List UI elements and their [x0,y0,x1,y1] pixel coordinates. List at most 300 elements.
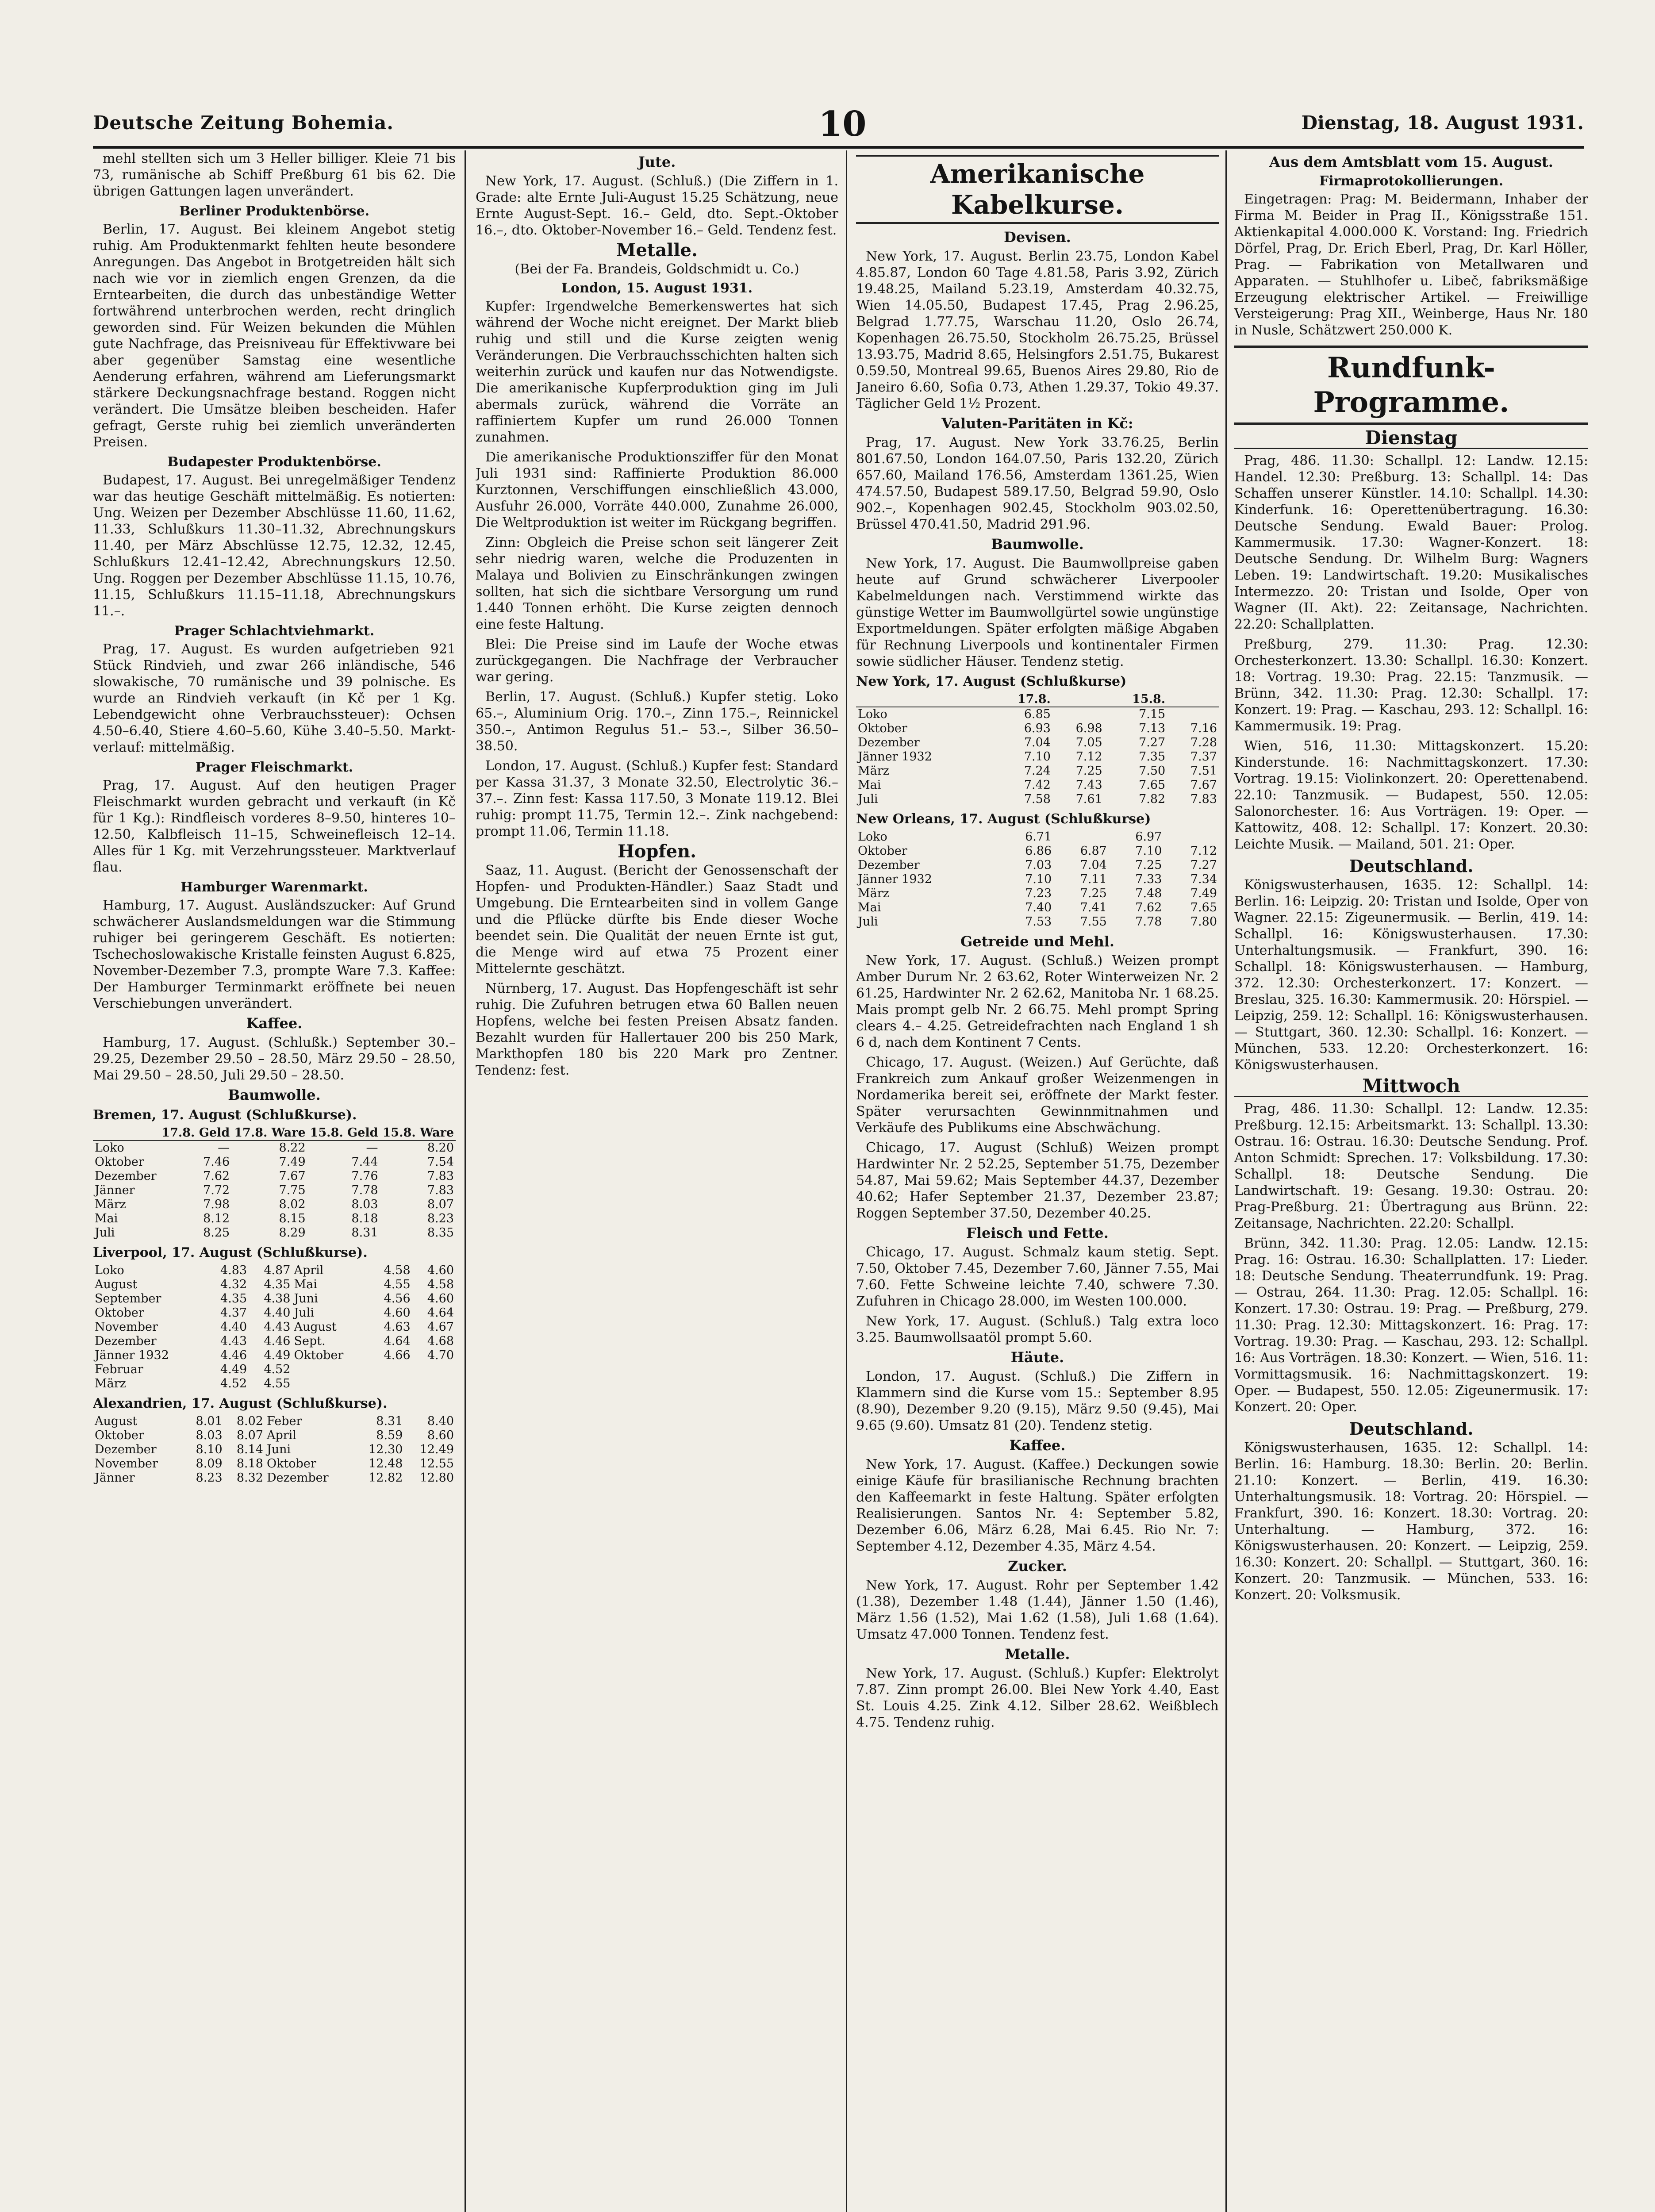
article-text: New York, 17. August. (Schluß.) Talg extra loco 3.25. Baumwollsaatöl prompt 5.60. [856,1313,1219,1345]
table-row [93,1429,456,1443]
cell: 4.40 [220,1320,247,1334]
cell: 7.49 [1190,887,1217,900]
cell: Juli [95,1226,115,1240]
cell: 8.31 [351,1226,378,1240]
cell: Sept. [294,1334,326,1348]
cell: 4.38 [264,1292,291,1306]
cell: 4.55 [384,1278,411,1291]
section-heading: Metalle. [1005,1646,1070,1663]
section-heading: Berliner Produktenbörse. [179,204,370,219]
section-heading: Jute. [638,154,676,170]
column-header: 17.8. Geld [159,1126,231,1141]
cell: Juli [858,915,878,929]
cell: 7.48 [1135,887,1162,900]
cell: 4.35 [264,1278,291,1291]
cell: — [218,1141,230,1155]
article-text: Chicago, 17. August. (Weizen.) Auf Gerüchte, daß Frankreich zum Ankauf großer Weizenmengen in Nordamerika bereit sei, eröffnete der Markt fester. Später verursachten Gewinnmitnahmen und Verkäufe des Publikums eine Abschwächung. [856,1055,1219,1136]
column-header [1052,692,1104,707]
cell: 7.25 [1075,764,1102,778]
column-header [856,692,989,707]
cell: 7.04 [1080,858,1107,872]
column-rule [465,150,466,2212]
cell: Dezember [858,736,920,749]
cell: 7.53 [1025,915,1052,929]
cell: 4.70 [427,1348,454,1362]
cell: 7.05 [1075,736,1102,749]
cell: März [858,887,889,900]
table-row [93,1292,456,1306]
cell: 7.24 [1024,764,1051,778]
cell: Oktober [95,1155,144,1169]
cell: 4.40 [264,1306,291,1320]
cell: 7.10 [1025,872,1052,886]
table-row [856,764,1219,778]
article-text: New York, 17. August. (Schluß.) (Die Ziffern in 1. Grade: alte Ernte Juli-August 15.25 Schätzung, neue Ernte August-Sept. 16.– Geld, dto. Sept.-Oktober 16.–, dto. Oktober-November 16.– Geld. Tendenz fest. [476,173,838,238]
cell: 8.03 [196,1429,223,1442]
cell: 4.60 [427,1263,454,1277]
cell: 4.67 [427,1320,454,1334]
table-row [93,1226,456,1240]
article-text: Die amerikanische Produktionsziffer für den Monat Juli 1931 sind: Raffinierte Produktion 86.000 Kurztonnen, Verschiffungen einschließlich 43.000, Ausfuhr 26.000, Vorräte 440.000, Zunahme 26.000, Die Weltproduktion ist weiter im Rückgang begriffen. [476,449,838,530]
cell: 8.18 [236,1457,263,1471]
column-4 [1234,150,1588,2212]
cell: April [266,1429,296,1442]
cell: 7.27 [1190,858,1217,872]
cell: 7.62 [1135,901,1162,914]
cell: 4.66 [384,1348,411,1362]
table-row [93,1414,456,1429]
cell: 4.83 [220,1263,247,1277]
article-text: Prag, 17. August. Auf den heutigen Prager Fleischmarkt wurden gebracht und verkauft (in Kč für 1 Kg.): Rindfleisch vorderes 8–9.50, hinteres 10–12.50, Kalbfleisch 11–15, Schweinefleisch 12–14. Alles für 1 Kg. mit Verzehrungssteuer. Marktverlauf flau. [93,778,456,875]
table-row [93,1155,456,1169]
cell: 7.03 [1025,858,1052,872]
cell: 7.61 [1075,792,1102,806]
cell: 4.35 [220,1292,247,1306]
cell: 7.04 [1024,736,1051,749]
table-row [856,792,1219,806]
section-heading: Metalle. [616,240,698,261]
cell [1163,830,1219,844]
cell: Oktober [95,1429,144,1442]
cell: 12.82 [369,1471,403,1485]
cell: 8.31 [376,1414,403,1428]
section-heading: Zucker. [1008,1558,1067,1575]
cell: Oktober [266,1457,316,1471]
cell: Jänner 1932 [95,1348,169,1362]
column-2 [476,150,838,2212]
cell: 7.42 [1024,778,1051,792]
cell: 4.49 [220,1363,247,1376]
article-text: Preßburg, 279. 11.30: Prag. 12.30: Orchesterkonzert. 13.30: Schallpl. 16.30: Konzert. 18: Vortrag. 19.30: Prag. 22.15: Tanzmusik. — Brünn, 342. 11.30: Prag. 12.30: Schallpl. 17: Konzert. 19: Prag. — Kaschau, 293. 12: Schallpl. 16: Kammermusik. 19: Prag. [1234,637,1588,734]
cell: Juni [266,1443,291,1456]
cell: 7.51 [1190,764,1217,778]
article-text: New York, 17. August. (Schluß.) Kupfer: Elektrolyt 7.87. Zinn prompt 26.00. Blei New York 4.40, East St. Louis 4.25. Zink 4.12. Silber 28.62. Weißblech 4.75. Tendenz ruhig. [856,1666,1219,1730]
cell: 8.02 [279,1198,306,1211]
table-title: New Orleans, 17. August (Schlußkurse) [856,811,1151,827]
cell: Jänner 1932 [858,872,932,886]
cell [1053,830,1109,844]
cell: 12.49 [419,1443,454,1456]
cell: 7.28 [1190,736,1217,749]
cell: August [294,1320,337,1334]
article-text: Nürnberg, 17. August. Das Hopfengeschäft ist sehr ruhig. Die Zufuhren betrugen etwa 60 Ballen neuen Hopfens, welche bei festen Preisen Absatz fanden. Bezahlt wurden für Hallertauer 200 bis 250 Mark, Markthopfen 180 bis 220 Mark pro Zentner. Tendenz: fest. [476,981,838,1078]
cell: 8.12 [203,1212,230,1225]
bremen-cotton-table [93,1126,456,1240]
table-row [856,722,1219,736]
article-text: Brünn, 342. 11.30: Prag. 12.05: Landw. 12.15: Prag. 16: Ostrau. 16.30: Schallplatten. 17: Lieder. 18: Deutsche Sendung. Theaterrundfunk. 19: Prag. — Ostrau, 264. 11.30: Prag. 12.05: Schallpl. 16: Konzert. 17.30: Ostrau. 19: Prag. — Preßburg, 279. 11.30: Prag. 12.30: Mittagskonzert. 16: Prag. 17: Vortrag. 19.30: Prag. — Kaschau, 293. 12: Schallpl. 16: Aus Vorträgen. 18.30: Konzert. — Wien, 516. 11: Vormittagsmusik. 16: Nachmittagskonzert. 19: Oper. — Budapest, 550. 12.05: Zigeunermusik. 17: Konzert. 20: Oper. [1234,1236,1588,1415]
cell [1052,707,1104,722]
column-header [1167,692,1219,707]
cell: März [858,764,889,778]
cell: 7.67 [1190,778,1217,792]
cell: 7.33 [1135,872,1162,886]
article-text: Prag, 486. 11.30: Schallpl. 12: Landw. 12.35: Preßburg. 12.15: Arbeitsmarkt. 13: Schallpl. 13.30: Ostrau. 16: Ostrau. 16.30: Deutsche Sendung. Prof. Anton Schmidt: Sprechen. 17: Volksbildung. 17.30: Schallpl. 18: Deutsche Sendung. Die Landwirtschaft. 19: Gesang. 19.30: Ostrau. 20: Prag-Preßburg. 21: Übertragung aus Brünn. 22: Zeitansage, Nachrichten. 22.20: Schallpl. [1234,1101,1588,1231]
cell: 7.43 [1075,778,1102,792]
cell [369,1363,412,1377]
section-heading: Hopfen. [617,841,697,862]
cell: 7.11 [1080,872,1107,886]
article-text: New York, 17. August. (Schluß.) Weizen prompt Amber Durum Nr. 2 63.62, Roter Winterweizen Nr. 2 61.25, Hardwinter Nr. 2 62.62, Manitoba Nr. 1 68.25. Mais prompt gelb Nr. 2 66.75. Mehl prompt Spring clears 4.– 4.25. Getreidefrachten nach England 1 sh 6 d, nach dem Kontinent 7 Cents. [856,953,1219,1050]
cell: 7.37 [1190,750,1217,764]
cell: April [294,1263,324,1277]
cell: Dezember [95,1169,157,1183]
cell: 8.07 [236,1429,263,1442]
article-text: Berlin, 17. August. (Schluß.) Kupfer stetig. Loko 65.–, Aluminium Orig. 170.–, Zinn 175.–, Reinnickel 350.–, Antimon Regulus 51.– 53.–, Silber 36.50–38.50. [476,689,838,754]
cell: 4.55 [264,1377,291,1390]
cell: 8.60 [427,1429,454,1442]
cell: 6.93 [1024,722,1051,735]
cell: 7.54 [427,1155,454,1169]
cell: September [95,1292,161,1306]
cell: Oktober [95,1306,144,1320]
cell: 8.15 [279,1212,306,1225]
cell: 7.35 [1139,750,1166,764]
table-row [856,750,1219,764]
article-text: Königswusterhausen, 1635. 12: Schallpl. 14: Berlin. 16: Hamburg. 18.30: Berlin. 20: Berlin. 21.10: Konzert. — Berlin, 419. 16.30: Unterhaltungsmusik. 18: Vortrag. 20: Hörspiel. — Frankfurt, 390. 16: Konzert. 18.30: Vortrag. 20: Unterhaltung. — Hamburg, 372. 16: Königswusterhausen. 20: Konzert. — Leipzig, 259. 16.30: Konzert. 20: Schallpl. — Stuttgart, 360. 16: Konzert. 20: Tanzmusik. — München, 533. 16: Konzert. 20: Volksmusik. [1234,1440,1588,1603]
cell: Dezember [95,1443,157,1456]
table-row [93,1363,456,1377]
cell: 8.23 [427,1212,454,1225]
page-number: 10 [818,104,867,144]
cell: 8.40 [427,1414,454,1428]
cell: 8.59 [376,1429,403,1442]
cell: 4.68 [427,1334,454,1348]
cell: Loko [95,1263,124,1277]
cell: 7.82 [1139,792,1166,806]
day-heading: Mittwoch [1234,1078,1588,1097]
cell: 8.22 [279,1141,306,1155]
section-heading: Valuten-Paritäten in Kč: [941,415,1133,432]
cell: 12.30 [369,1443,403,1456]
article-text: New York, 17. August. Rohr per September 1.42 (1.38), Dezember 1.48 (1.44), Jänner 1.50 (1.46), März 1.56 (1.52), Mai 1.62 (1.58), Juli 1.68 (1.64). Umsatz 47.000 Tonnen. Tendenz fest. [856,1578,1219,1642]
cell: 8.01 [196,1414,223,1428]
cell: 8.10 [196,1443,223,1456]
cell: 7.25 [1135,858,1162,872]
cell: 4.64 [384,1334,411,1348]
table-row [93,1169,456,1183]
cell: 4.58 [427,1278,454,1291]
cell: 6.71 [1025,830,1052,844]
column-3 [856,150,1219,2212]
cell: Jänner [95,1471,135,1485]
section-heading: Devisen. [1004,229,1071,246]
article-text: Prag, 17. August. New York 33.76.25, Berlin 801.67.50, London 164.07.50, Paris 132.20, Zürich 657.60, Mailand 176.56, Amsterdam 1361.25, Wien 474.57.50, Budapest 589.17.50, Belgrad 59.90, Oslo 902.–, Kopenhagen 902.45, Stockholm 903.02.50, Brüssel 470.41.50, Madrid 291.96. [856,435,1219,532]
article-text: Kupfer: Irgendwelche Bemerkenswertes hat sich während der Woche nicht ereignet. Der Markt blieb ruhig und still und die Kurse zeigten wenig Veränderungen. Die Verbrauchsschichten halten sich weiterhin zurück und kaufen nur das Notwendigste. Die amerikanische Kupferproduktion ging im Juli abermals zurück, während die Vorräte an raffiniertem Kupfer um rund 26.000 Tonnen zunahmen. [476,299,838,445]
cell: 6.85 [1024,707,1051,721]
table-row [93,1263,456,1278]
section-heading: Baumwolle. [991,536,1084,553]
column-header [93,1126,159,1141]
cell: Juli [294,1306,314,1320]
table-row [93,1471,456,1485]
cell: 7.80 [1190,915,1217,929]
cell: 7.76 [351,1169,378,1183]
cell: August [95,1414,138,1428]
column-rule [846,150,847,2212]
section-banner: Amerikanische Kabelkurse. [856,155,1219,224]
cell: März [95,1377,126,1390]
column-header: 15.8. Geld [307,1126,380,1141]
cell: 7.50 [1139,764,1166,778]
cell: 4.49 [264,1348,291,1362]
table-row [856,915,1219,929]
cell: Jänner [95,1183,135,1197]
section-heading: Baumwolle. [228,1087,321,1103]
cell: 4.87 [264,1263,291,1277]
cell: 8.03 [351,1198,378,1211]
cell: Juli [858,792,878,806]
table-row [93,1278,456,1292]
cell: 7.83 [427,1169,454,1183]
table-row [93,1320,456,1334]
table-title: New York, 17. August (Schlußkurse) [856,674,1127,689]
table-row [856,872,1219,887]
cell: 8.23 [196,1471,223,1485]
table-row [93,1377,456,1391]
section-heading: Aus dem Amtsblatt vom 15. August. [1269,154,1553,170]
cell: 8.14 [236,1443,263,1456]
cell: 4.43 [220,1334,247,1348]
cell: Jänner 1932 [858,750,932,764]
cell: Mai [858,778,881,792]
table-row [93,1334,456,1348]
cell: 12.80 [419,1471,454,1485]
cell: 6.87 [1080,844,1107,858]
cell: 7.46 [203,1155,230,1169]
cell: 4.32 [220,1278,247,1291]
cell: 7.10 [1135,844,1162,858]
table-row [856,707,1219,722]
section-heading: Prager Fleischmarkt. [195,760,353,775]
section-heading: Häute. [1010,1349,1064,1366]
column-rule [1225,150,1227,2212]
cell: 4.46 [264,1334,291,1348]
cell: Loko [95,1141,124,1155]
new-orleans-cotton-table [856,830,1219,929]
cell: 7.44 [351,1155,378,1169]
article-text: mehl stellten sich um 3 Heller billiger. Kleie 71 bis 73, rumänische ab Schiff Preßburg 61 bis 62. Die übrigen Gattungen lagen unverändert. [93,151,456,199]
cell: 7.65 [1139,778,1166,792]
cell: 8.07 [427,1198,454,1211]
cell: 7.15 [1139,707,1166,721]
cell: 4.60 [384,1306,411,1320]
cell: 8.02 [236,1414,263,1428]
section-banner: Rundfunk-Programme. [1234,346,1588,425]
cell: 7.12 [1075,750,1102,764]
cell: Oktober [858,722,907,735]
paper-name: Deutsche Zeitung Bohemia. [93,112,394,134]
section-heading: Kaffee. [246,1015,303,1032]
section-heading: Fleisch und Fette. [966,1225,1109,1241]
cell: 7.27 [1139,736,1166,749]
cell: März [95,1198,126,1211]
cell: Loko [858,830,887,844]
cell: Dezember [266,1471,329,1485]
byline: (Bei der Fa. Brandeis, Goldschmidt u. Co.) [515,261,799,277]
cell: 7.65 [1190,901,1217,914]
cell: 7.72 [203,1183,230,1197]
column-1 [93,150,456,2212]
cell: 8.29 [279,1226,306,1240]
cell: 7.67 [279,1169,306,1183]
table-row [93,1443,456,1457]
alexandria-cotton-table [93,1414,456,1485]
article-text: Königswusterhausen, 1635. 12: Schallpl. 14: Berlin. 16: Leipzig. 20: Tristan und Isolde, Oper von Wagner. 22.15: Zigeunermusik. — Berlin, 419. 14: Schallpl. 16: Königswusterhausen. 17.30: Unterhaltungsmusik. — Frankfurt, 390. 16: Schallpl. 18: Königswusterhausen. — Hamburg, 372. 12.30: Orchesterkonzert. 17: Konzert. — Breslau, 325. 16.30: Kammermusik. 20: Hörspiel. — Leipzig, 259. 12: Schallpl. 16: Königswusterhausen. — Stuttgart, 360. 12.30: Schallpl. 16: Konzert. — München, 533. 12.20: Orchesterkonzert. 16: Königswusterhausen. [1234,877,1588,1073]
cell: 7.12 [1190,844,1217,858]
article-text: London, 17. August. (Schluß.) Die Ziffern in Klammern sind die Kurse vom 15.: September 8.95 (8.90), Dezember 9.20 (9.15), März 9.50 (9.45), Mai 9.65 (9.60). Umsatz 81 (20). Tendenz stetig. [856,1369,1219,1433]
article-text: Eingetragen: Prag: M. Beidermann, Inhaber der Firma M. Beider in Prag II., Königsstraße 151. Aktienkapital 4.000.000 K. Vorstand: Ing. Friedrich Dörfel, Prag, Dr. Erich Eberl, Prag, Dr. Karl Höller, Prag. — Fabrikation von Metallwaren und Apparaten. — Stuhlhofer u. Libeč, fabriksmäßige Erzeugung elektrischer Artikel. — Freiwillige Versteigerung: Prag XII., Weinberge, Haus Nr. 180 in Nusle, Schätzwert 250.000 K. [1234,192,1588,338]
cell: Juni [294,1292,318,1306]
cell: 7.98 [203,1198,230,1211]
cell: 4.52 [264,1363,291,1376]
table-row [93,1198,456,1212]
cell: 4.58 [384,1263,411,1277]
table-row [856,778,1219,792]
article-text: Prag, 17. August. Es wurden aufgetrieben 921 Stück Rindvieh, und zwar 266 inländische, 546 slowakische, 70 rumänische und 39 polnische. Es wurde an Rindvieh verkauft (in Kč per 1 Kg. Lebendgewicht ohne Verbrauchssteuer): Ochsen 4.50–6.40, Stiere 4.60–5.60, Kühe 3.40–5.50. Marktverlauf: mittelmäßig. [93,641,456,755]
article-text: Chicago, 17. August. Schmalz kaum stetig. Sept. 7.50, Oktober 7.45, Dezember 7.60, Jänner 7.55, Mai 7.60. Fette Schweine leichte 7.40, schwere 7.30. Zufuhren in Chicago 28.000, im Westen 100.000. [856,1244,1219,1309]
cell: 7.16 [1190,722,1217,735]
cell: November [95,1320,158,1334]
cell: 7.41 [1080,901,1107,914]
article-text: Prag, 486. 11.30: Schallpl. 12: Landw. 12.15: Handel. 12.30: Preßburg. 13: Schallpl. 14: Das Schaffen unserer Künstler. 14.10: Schallpl. 14.30: Kinderfunk. 16: Operettenübertragung. 16.30: Deutsche Sendung. Ewald Bauer: Prolog. Kammermusik. 17.30: Wagner-Konzert. 18: Deutsche Sendung. Dr. Wilhelm Burg: Wagners Leben. 19: Landwirtschaft. 19.20: Musikalisches Intermezzo. 20: Tristan und Isolde, Oper von Wagner (II. Akt). 22: Zeitansage, Nachrichten. 22.20: Schallplatten. [1234,453,1588,632]
cell: 4.37 [220,1306,247,1320]
article-text: Wien, 516, 11.30: Mittagskonzert. 15.20: Kinderstunde. 16: Nachmittagskonzert. 17.30: Vortrag. 19.15: Violinkonzert. 20: Operettenabend. 22.10: Tanzmusik. — Budapest, 550. 12.05: Salonorchester. 16: Aus Vorträgen. 19: Oper. — Kattowitz, 408. 12: Schallpl. 17: Konzert. 20.30: Leichte Musik. — Mailand, 501. 21: Oper. [1234,738,1588,852]
table-title: Alexandrien, 17. August (Schlußkurse). [93,1396,388,1411]
issue-date: Dienstag, 18. August 1931. [1301,112,1584,134]
cell: 12.48 [369,1457,403,1471]
cell: 7.83 [427,1183,454,1197]
article-text: Blei: Die Preise sind im Laufe der Woche etwas zurückgegangen. Die Nachfrage der Verbraucher war gering. [476,637,838,685]
day-heading: Dienstag [1234,430,1588,449]
dateline: London, 15. August 1931. [561,280,753,296]
cell: August [95,1278,138,1291]
section-heading: Hamburger Warenmarkt. [180,879,368,895]
cell: 7.78 [351,1183,378,1197]
cell: 7.62 [203,1169,230,1183]
cell: 4.63 [384,1320,411,1334]
cell: Mai [294,1278,317,1291]
cell: 7.83 [1190,792,1217,806]
cell: 6.86 [1025,844,1052,858]
table-row [93,1306,456,1320]
page-header [93,104,1584,149]
section-subheading: Firmaprotokollierungen. [1319,173,1504,189]
column-header: 17.8. [989,692,1052,707]
cell: 7.10 [1024,750,1051,764]
cell: Loko [858,707,887,721]
cell: 12.55 [419,1457,454,1471]
cell: Dezember [858,858,920,872]
liverpool-cotton-table [93,1263,456,1391]
table-row [93,1457,456,1471]
cell: 8.35 [427,1226,454,1240]
cell: 4.43 [264,1320,291,1334]
cell: Feber [266,1414,302,1428]
cell: 7.23 [1025,887,1052,900]
article-text: New York, 17. August. Berlin 23.75, London Kabel 4.85.87, London 60 Tage 4.81.58, Paris 3.92, Zürich 19.48.25, Mailand 5.23.19, Amsterdam 40.32.75, Wien 14.05.50, Budapest 17.45, Prag 2.96.25, Belgrad 1.77.75, Warschau 11.20, Oslo 26.74, Kopenhagen 26.75.50, Stockholm 26.75.25, Brüssel 13.93.75, Madrid 8.65, Helsingfors 2.51.75, Bukarest 0.59.50, Montreal 99.65, Buenos Aires 29.80, Rio de Janeiro 6.60, Sofia 0.73, Athen 1.29.37, Tokio 49.37. Täglicher Geld 1½ Prozent. [856,249,1219,411]
cell: — [366,1141,378,1155]
table-row [856,844,1219,858]
article-text: Chicago, 17. August (Schluß) Weizen prompt Hardwinter Nr. 2 52.25, September 51.75, Dezember 54.87, Mai 59.62; Mais September 44.37, Dezember 40.62; Hafer September 21.37, Dezember 23.87; Roggen September 37.50, Dezember 40.25. [856,1140,1219,1221]
cell: Februar [95,1363,143,1376]
article-text: Budapest, 17. August. Bei unregelmäßiger Tendenz war das heutige Geschäft mittelmäßig. Es notierten: Ung. Weizen per Dezember Abschlüsse 11.60, 11.62, 11.33, Schlußkurs 11.30–11.32, Abrechnungskurs 11.40, per März Abschlüsse 12.75, 12.32, 12.45, Schlußkurs 12.41–12.42, Abrechnungskurs 12.50. Ung. Roggen per Dezember Abschlüsse 11.15, 10.76, 11.15, Schlußkurs 11.15–11.18, Abrechnungskurs 11.–. [93,472,456,619]
article-text: Zinn: Obgleich die Preise schon seit längerer Zeit sehr niedrig waren, welche die Produzenten in Malaya und Bolivien zu Einschränkungen zwingen sollten, hat sich die sichtbare Versorgung um rund 1.440 Tonnen erhöht. Die Kurse zeigten dennoch eine feste Haltung. [476,535,838,632]
column-header: 15.8. [1104,692,1167,707]
cell: Mai [858,901,881,914]
cell: 7.55 [1080,915,1107,929]
cell: November [95,1457,158,1471]
table-row [856,901,1219,915]
cell: Dezember [95,1334,157,1348]
new-york-cotton-table [856,692,1219,806]
cell: 4.56 [384,1292,411,1306]
cell: 7.13 [1139,722,1166,735]
cell [412,1363,456,1377]
cell [412,1377,456,1391]
cell [292,1377,369,1391]
section-heading: Kaffee. [1009,1437,1066,1454]
table-header-row [93,1126,456,1141]
table-title: Bremen, 17. August (Schlußkurse). [93,1107,357,1123]
cell: 8.20 [427,1141,454,1155]
cell: 7.34 [1190,872,1217,886]
cell: Oktober [858,844,907,858]
cell: 6.98 [1075,722,1102,735]
table-header-row [856,692,1219,707]
cell: 8.09 [196,1457,223,1471]
section-heading: Prager Schlachtviehmarkt. [174,623,375,639]
section-heading: Budapester Produktenbörse. [167,454,381,470]
cell: 7.40 [1025,901,1052,914]
cell: Mai [95,1212,118,1225]
cell [369,1377,412,1391]
column-header: 15.8. Ware [380,1126,456,1141]
article-text: Saaz, 11. August. (Bericht der Genossenschaft der Hopfen- und Produkten-Händler.) Saaz Stadt und Umgebung. Die Erntearbeiten sind in vollem Gange und die Pflücke dürfte bis Ende dieser Woche beendet sein. Die Qualität der neuen Ernte ist gut, die Menge wird auf etwa 75 Prozent einer Mittelernte geschätzt. [476,863,838,976]
cell: 4.60 [427,1292,454,1306]
table-row [856,887,1219,901]
column-header: 17.8. Ware [231,1126,307,1141]
cell: 7.58 [1024,792,1051,806]
section-heading: Deutschland. [1349,1419,1474,1439]
article-text: Hamburg, 17. August. Ausländszucker: Auf Grund schwächerer Auslandsmeldungen war die Stimmung ruhiger bei geringerem Geschäft. Es notierten: Tschechoslowakische Kristalle feinsten August 6.825, November-Dezember 7.3, prompte Ware 7.3. Kaffee: Der Hamburger Terminmarkt eröffnete bei neuen Verschiebungen unverändert. [93,898,456,1011]
cell [1167,707,1219,722]
article-text: Berlin, 17. August. Bei kleinem Angebot stetig ruhig. Am Produktenmarkt fehlten heute besondere Anregungen. Das Angebot in Brotgetreiden hält sich nach wie vor in ziemlich engen Grenzen, da die Erntearbeiten, die durch das unbeständige Wetter fortwährend unterbrochen werden, recht dringlich geworden sind. Für Weizen bekunden die Mühlen gute Nachfrage, das Preisniveau für Effektivware bei aber gegenüber Samstag eine wesentliche Aenderung erfahren, während am Lieferungsmarkt stärkere Deckungsnachfrage bestand. Roggen nicht verändert. Die Umsätze bleiben bescheiden. Hafer gefragt, Gerste ruhig bei ziemlich unveränderten Preisen. [93,222,456,450]
cell: 8.18 [351,1212,378,1225]
cell: 7.78 [1135,915,1162,929]
article-text: New York, 17. August. Die Baumwollpreise gaben heute auf Grund schwächerer Liverpooler Kabelmeldungen nach. Verstimmend wirkte das günstige Wetter im Baumwollgürtel sowie ungünstige Exportmeldungen. Später erfolgten mäßige Abgaben für Rechnung Liverpools und kontinentaler Firmen sowie südlicher Häuser. Tendenz stetig. [856,556,1219,669]
cell: 7.49 [279,1155,306,1169]
cell: 4.52 [220,1377,247,1390]
